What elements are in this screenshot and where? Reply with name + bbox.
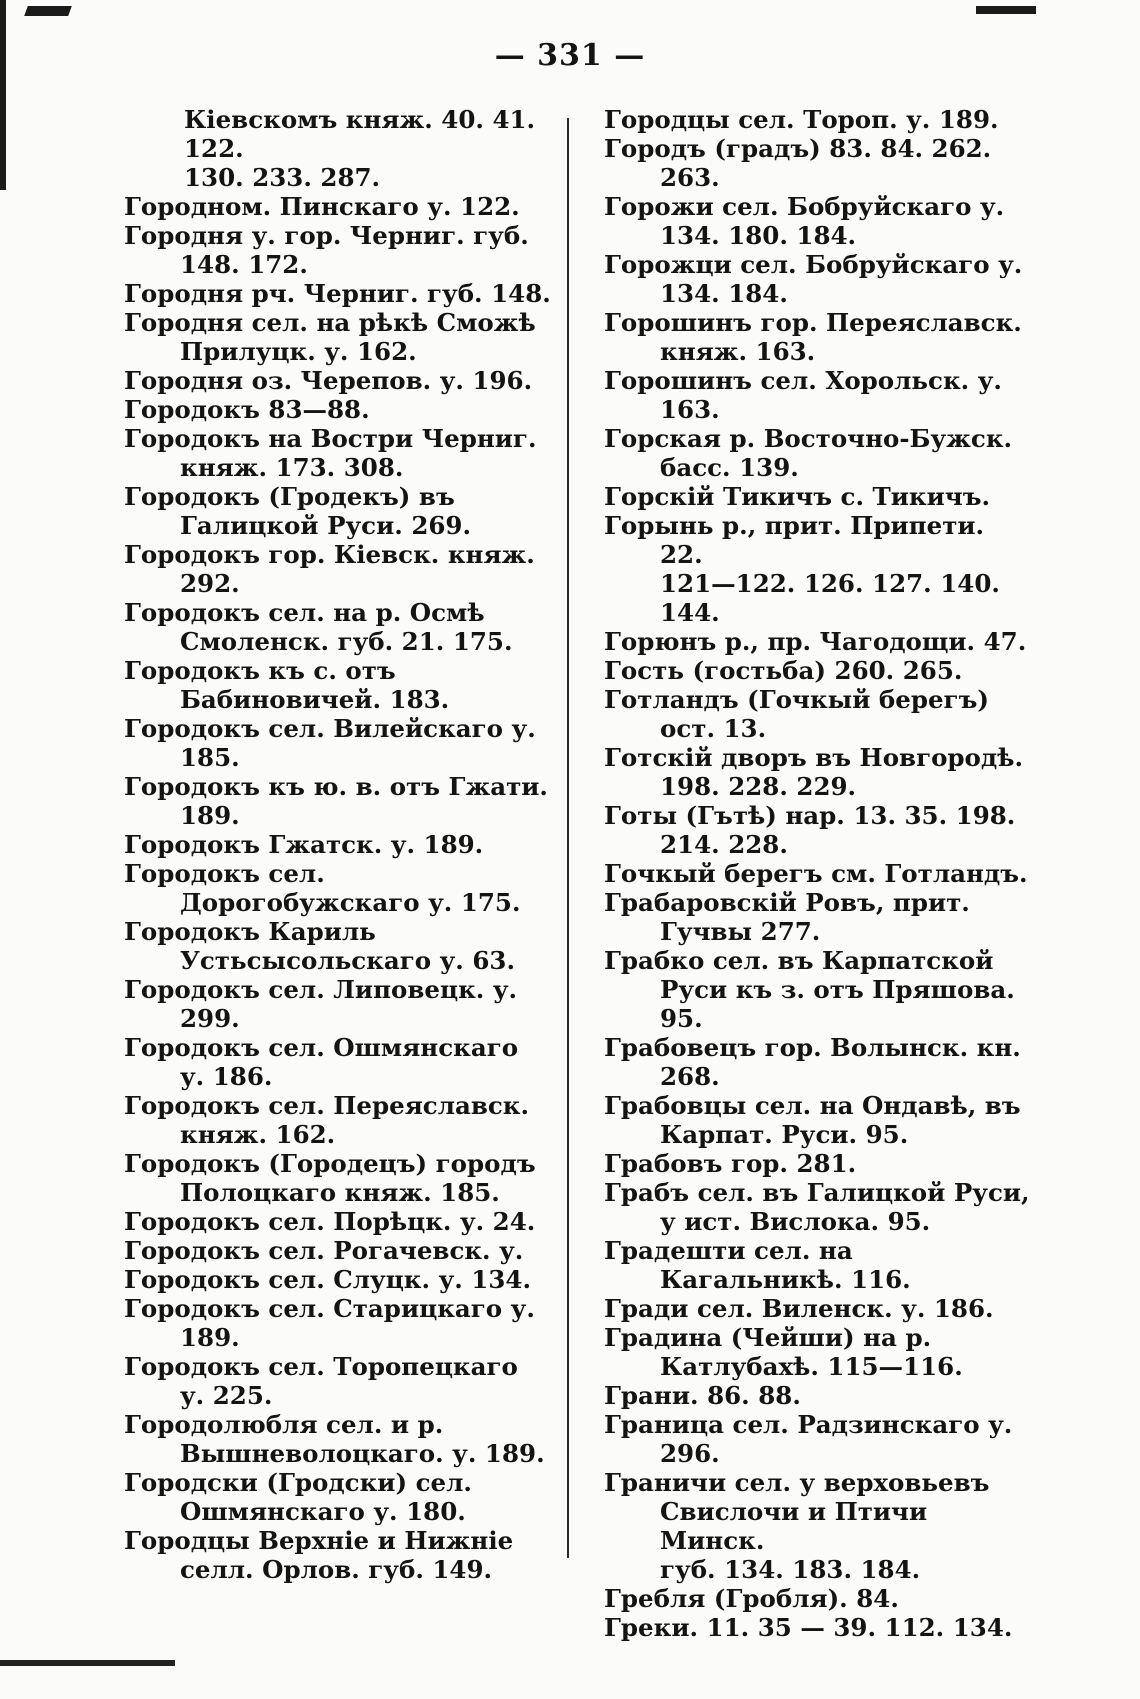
index-entry: Горынь р., прит. Припети. 22. 121—122. 126. 127. 140. 144. [604,511,1000,627]
index-entry: Городокъ сел. Переяславск. княж. 162. [124,1091,530,1149]
left-column [124,105,554,1584]
index-entry: Граница сел. Радзинскаго у. 296. [604,1410,1013,1468]
index-entry: Городолюбля сел. и р. Вышневолоцкаго. у. 189. [124,1410,545,1468]
index-entry: Городокъ Кариль Устьсысольскаго у. 63. [124,917,515,975]
index-entry: Городня сел. на рѣкѣ Сможѣ Прилуцк. у. 162. [124,308,536,366]
index-entry: Городокъ сел. Дорогобужскаго у. 175. [124,859,521,917]
right-column [604,105,1034,1642]
page-number: — 331 — [494,38,646,73]
index-entry: Готскій дворъ въ Новгородѣ. 198. 228. 229. [604,743,1023,801]
index-entry: Гочкый берегъ см. Готландъ. [604,859,1028,888]
index-entry: Городъ (градъ) 83. 84. 262. 263. [604,134,992,192]
column-divider [567,118,569,1558]
index-entry: Городокъ на Востри Черниг. княж. 173. 308. [124,424,537,482]
index-entry: Грабаровскій Ровъ, прит. Гучвы 277. [604,888,970,946]
index-entry: Городокъ сел. на р. Осмѣ Смоленск. губ. 21. 175. [124,598,513,656]
index-entry: Горошинъ гор. Переяславск. княж. 163. [604,308,1022,366]
index-entry: Городокъ 83—88. [124,395,370,424]
index-entry: Гость (гостьба) 260. 265. [604,656,963,685]
index-entry: Городцы Верхніе и Нижніе селл. Орлов. губ. 149. [124,1526,514,1584]
index-entry: Горскій Тикичъ с. Тикичъ. [604,482,991,511]
index-entry: Горошинъ сел. Хорольск. у. 163. [604,366,1002,424]
index-entry: Грабовъ гор. 281. [604,1149,857,1178]
index-entry: Городокъ сел. Вилейскаго у. 185. [124,714,536,772]
index-entry: Гребля (Гробля). 84. [604,1584,899,1613]
index-entry: Горожци сел. Бобруйскаго у. 134. 184. [604,250,1023,308]
index-entry: Городня оз. Черепов. у. 196. [124,366,533,395]
index-entry: Городокъ (Гродекъ) въ Галицкой Руси. 269. [124,482,471,540]
index-entry: Городня рч. Черниг. губ. 148. [124,279,551,308]
index-entry: Грабовецъ гор. Волынск. кн. 268. [604,1033,1021,1091]
index-entry: Городцы сел. Тороп. у. 189. [604,105,999,134]
index-entry: Грабко сел. въ Карпатской Руси къ з. отъ Пряшова. 95. [604,946,1015,1033]
index-entry: Гради сел. Виленск. у. 186. [604,1294,994,1323]
index-entry: Городокъ къ ю. в. отъ Гжати. 189. [124,772,548,830]
page-edge-shadow [0,0,6,190]
index-entry: Городном. Пинскаго у. 122. [124,192,520,221]
index-entry: Греки. 11. 35 — 39. 112. 134. [604,1613,1013,1642]
scan-mark-bottom [0,1660,175,1666]
index-entry: Городокъ сел. Порѣцк. у. 24. [124,1207,536,1236]
index-entry: Городокъ Гжатск. у. 189. [124,830,484,859]
index-entry: Граничи сел. у верховьевъ Свислочи и Птичи Минск. губ. 134. 183. 184. [604,1468,990,1584]
index-entry: Готландъ (Гочкый берегъ) ост. 13. [604,685,989,743]
index-entry: Градешти сел. на Кагальникѣ. 116. [604,1236,911,1294]
index-entry: Кіевскомъ княж. 40. 41. 122. 130. 233. 287. [184,105,536,192]
scan-mark-top-right [976,6,1036,14]
index-entry: Городски (Гродски) сел. Ошмянскаго у. 180. [124,1468,472,1526]
index-entry: Городокъ сел. Торопецкаго у. 225. [124,1352,518,1410]
index-entry: Горская р. Восточно-Бужск. басс. 139. [604,424,1013,482]
index-entry: Городокъ сел. Рогачевск. у. [124,1236,524,1265]
index-entry: Городокъ сел. Старицкаго у. 189. [124,1294,535,1352]
index-entry: Готы (Гътѣ) нар. 13. 35. 198. 214. 228. [604,801,1016,859]
index-entry: Городокъ гор. Кіевск. княж. 292. [124,540,535,598]
index-entry: Градина (Чейши) на р. Катлубахѣ. 115—116. [604,1323,963,1381]
index-entry: Грабъ сел. въ Галицкой Руси, у ист. Вислока. 95. [604,1178,1030,1236]
scan-mark-top-left [24,6,72,16]
index-entry: Городокъ сел. Липовецк. у. 299. [124,975,518,1033]
index-entry: Горожи сел. Бобруйскаго у. 134. 180. 184. [604,192,1005,250]
index-entry: Городокъ сел. Слуцк. у. 134. [124,1265,531,1294]
index-entry: Горюнъ р., пр. Чагодощи. 47. [604,627,1027,656]
index-entry: Грабовцы сел. на Ондавѣ, въ Карпат. Руси. 95. [604,1091,1021,1149]
index-entry: Городокъ (Городецъ) городъ Полоцкаго княж. 185. [124,1149,536,1207]
index-entry: Грани. 86. 88. [604,1381,801,1410]
index-entry: Городня у. гор. Черниг. губ. 148. 172. [124,221,529,279]
index-entry: Городокъ сел. Ошмянскаго у. 186. [124,1033,519,1091]
index-entry: Городокъ къ с. отъ Бабиновичей. 183. [124,656,450,714]
